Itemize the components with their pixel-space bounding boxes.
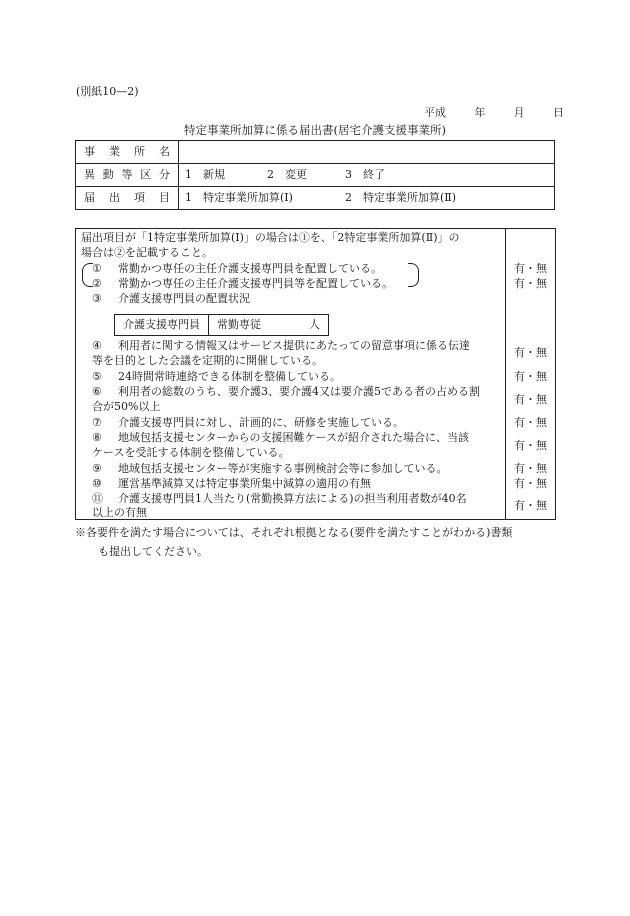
req-9-yes-no[interactable]: 有・無 (514, 462, 547, 475)
req-5-text: 24時間常時連絡できる体制を整備している。 (118, 370, 341, 383)
req-2-text: 常勤かつ専任の主任介護支援専門員等を配置している。 (118, 277, 393, 290)
staff-label: 介護支援専門員 (115, 315, 209, 336)
req-5-yes-no[interactable]: 有・無 (514, 370, 547, 383)
req-1-number: ① (92, 262, 102, 275)
header-table (75, 140, 555, 210)
footnote-line-2: も提出してください。 (98, 545, 208, 558)
req-6-yes-no[interactable]: 有・無 (514, 393, 547, 406)
date-day: 日 (552, 106, 564, 119)
date-year: 年 (474, 106, 486, 119)
req-1-yes-no[interactable]: 有・無 (514, 262, 547, 275)
req-3-number: ③ (92, 292, 102, 305)
req-7-text: 介護支援専門員に対し、計画的に、研修を実施している。 (118, 416, 404, 429)
req-8-number: ⑧ (92, 431, 102, 444)
req-11-text-line-1: 介護支援専門員1人当たり(常勤換算方法による)の担当利用者数が40名 (118, 492, 467, 505)
date-month: 月 (513, 106, 525, 119)
req-7-yes-no[interactable]: 有・無 (514, 416, 547, 429)
office-name-field[interactable] (179, 141, 555, 164)
req-11-yes-no[interactable]: 有・無 (514, 499, 547, 512)
option-addition-2[interactable]: 2 特定事業所加算(Ⅱ) (345, 191, 457, 205)
req-2-yes-no[interactable]: 有・無 (514, 277, 547, 290)
req-8-text-line-1: 地域包括支援センターからの支援困難ケースが紹介された場合に、当該 (118, 431, 470, 444)
req-1-text: 常勤かつ専任の主任介護支援専門員を配置している。 (118, 262, 382, 275)
req-4-number: ④ (92, 339, 102, 352)
date-era: 平成 (424, 106, 446, 119)
req-7-number: ⑦ (92, 416, 102, 429)
req-9-number: ⑨ (92, 462, 102, 475)
notification-item-options (179, 187, 555, 210)
req-6-text-line-2: 合が50%以上 (92, 400, 161, 413)
staff-type: 常勤専従 (217, 318, 261, 332)
req-9-text: 地域包括支援センター等が実施する事例検討会等に参加している。 (118, 462, 448, 475)
req-4-yes-no[interactable]: 有・無 (514, 346, 547, 359)
instruction-line-2: 場合は②を記載すること。 (81, 246, 213, 259)
req-10-yes-no[interactable]: 有・無 (514, 477, 547, 490)
req-3-text: 介護支援専門員の配置状況 (118, 292, 250, 305)
option-addition-1[interactable]: 1 特定事業所加算(Ⅰ) (185, 191, 293, 205)
req-6-text-line-1: 利用者の総数のうち、要介護3、要介護4又は要介護5である者の占める割 (118, 385, 480, 398)
change-category-options (179, 164, 555, 187)
staff-unit: 人 (309, 318, 320, 332)
footnote-line-1: ※各要件を満たす場合については、それぞれ根拠となる(要件を満たすことがわかる)書類 (75, 526, 513, 539)
req-6-number: ⑥ (92, 385, 102, 398)
req-11-text-line-2: 以上の有無 (92, 506, 147, 519)
column-divider (505, 229, 506, 519)
req-11-number: ⑪ (92, 492, 103, 505)
option-new[interactable]: 1 新規 (185, 168, 225, 182)
option-change[interactable]: 2 変更 (267, 168, 307, 182)
option-end[interactable]: 3 終了 (345, 168, 385, 182)
staff-table (114, 314, 329, 336)
instruction-line-1: 届出項目が「1特定事業所加算(Ⅰ)」の場合は①を、「2特定事業所加算(Ⅱ)」の (81, 231, 460, 244)
document-title: 特定事業所加算に係る届出書(居宅介護支援事業所) (184, 123, 446, 137)
req-8-yes-no[interactable]: 有・無 (514, 439, 547, 452)
staff-count-cell[interactable] (209, 315, 329, 336)
date-line (424, 106, 564, 120)
right-bracket (408, 263, 419, 287)
req-2-number: ② (92, 277, 102, 290)
notification-item-label: 届出項目 (76, 187, 179, 210)
document-id: (別紙10—2) (76, 85, 139, 98)
req-10-number: ⑩ (92, 477, 102, 490)
req-5-number: ⑤ (92, 370, 102, 383)
req-10-text: 運営基準減算又は特定事業所集中減算の適用の有無 (118, 477, 371, 490)
office-name-label: 事業所名 (76, 141, 179, 164)
requirements-box (75, 228, 556, 520)
req-4-text-line-2: 等を目的とした会議を定期的に開催している。 (92, 354, 323, 367)
req-8-text-line-2: ケースを受託する体制を整備している。 (92, 446, 290, 459)
change-category-label: 異動等区分 (76, 164, 179, 187)
req-4-text-line-1: 利用者に関する情報又はサービス提供にあたっての留意事項に係る伝達 (118, 339, 470, 352)
